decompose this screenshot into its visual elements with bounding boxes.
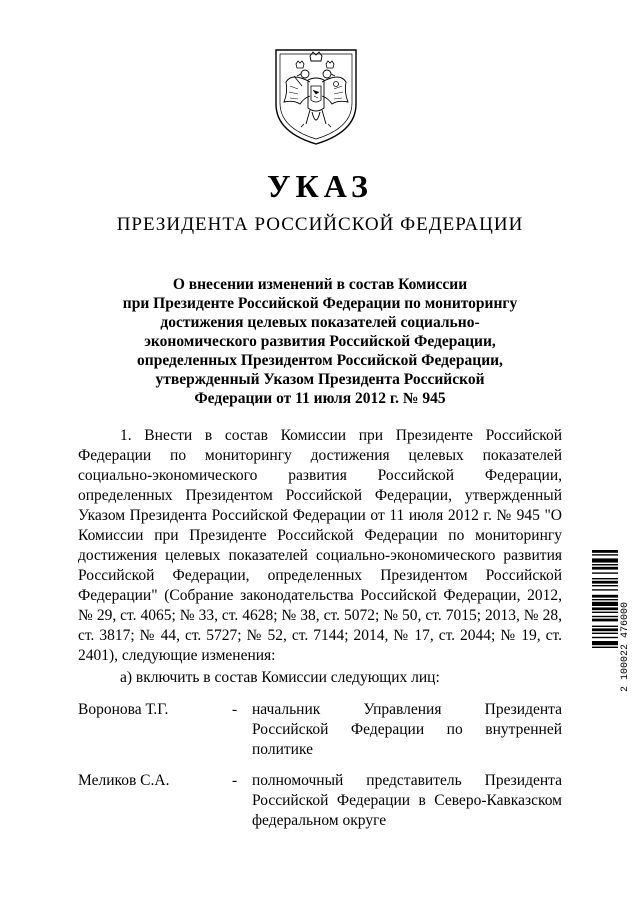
barcode-bar (592, 550, 618, 553)
barcode-bar (592, 564, 618, 565)
coat-of-arms-emblem (270, 46, 362, 146)
paragraph-1: 1. Внести в состав Комиссии при Президенте Российской Федерации по мониторингу достижения целевых показателей социально-экономического развития Российской Федерации, определенных Президентом Российской Федерации, утвержденный Указом Президента Российской Федерации от 11 июля 2012 г. № 945 "О Комиссии при Президенте Российской Федерации по мониторингу достижения целевых показателей социально-экономического развития Российской Федерации, определенных Президентом Российской Федерации" (Собрание законодательства Российской Федерации, 2012, № 29, ст. 4065; № 33, ст. 4628; № 38, ст. 5072; № 50, ст. 7015; 2013, № 28, ст. 3817; № 44, ст. 5727; № 52, ст. 7144; 2014, № 17, ст. 2044; № 19, ст. 2401), следующие изменения: (78, 427, 562, 664)
barcode-bar (592, 647, 618, 648)
document-title: УКАЗ (267, 168, 373, 204)
barcode-bar (592, 619, 618, 622)
barcode-bar (592, 626, 618, 627)
barcode-number: 2 100022 476000 (620, 601, 631, 692)
barcode-bar (592, 599, 618, 600)
barcode-bar (592, 637, 618, 638)
decree-heading (100, 275, 540, 408)
barcode-bar (592, 633, 618, 634)
heading-line: достижения целевых показателей социально- (160, 314, 480, 331)
barcode-bar (592, 572, 618, 573)
barcode-bar (592, 585, 618, 586)
barcode-bar (592, 567, 618, 570)
heading-line: при Президенте Российской Федерации по мониторингу (122, 295, 518, 312)
barcode-bar (592, 612, 618, 613)
heading-line: экономического развития Российской Федерации, (144, 333, 496, 350)
decree-body (78, 426, 562, 688)
barcode-bar (592, 595, 618, 598)
barcode-bar (592, 578, 618, 579)
barcode-bar (592, 607, 618, 610)
person-role: полномочный представитель Президента Российской Федерации в Северо-Кавказском федеральном округе (252, 772, 562, 829)
heading-line: определенных Президентом Российской Федерации, (137, 352, 503, 369)
person-role: начальник Управления Президента Российской Федерации по внутренней политике (252, 701, 562, 758)
heading-line: Федерации от 11 июля 2012 г. № 945 (194, 390, 446, 407)
barcode-bar (592, 589, 618, 590)
barcode-bar (592, 602, 618, 606)
document-subtitle: ПРЕЗИДЕНТА РОССИЙСКОЙ ФЕДЕРАЦИИ (116, 214, 524, 235)
sub-item-a: а) включить в состав Комиссии следующих лиц: (120, 669, 440, 686)
person-dash: - (232, 772, 238, 789)
heading-line: О внесении изменений в состав Комиссии (172, 276, 468, 293)
barcode-bar (592, 641, 618, 645)
barcode-bar (592, 616, 618, 617)
barcode-bar (592, 581, 618, 584)
barcode-bar (592, 554, 618, 555)
barcode-bar (592, 558, 618, 562)
barcode-bar (592, 628, 618, 631)
person-name: Меликов С.А. (78, 772, 170, 789)
person-dash: - (232, 701, 238, 718)
heading-line: утвержденный Указом Президента Российской (155, 371, 485, 388)
person-name: Воронова Т.Г. (78, 701, 169, 718)
